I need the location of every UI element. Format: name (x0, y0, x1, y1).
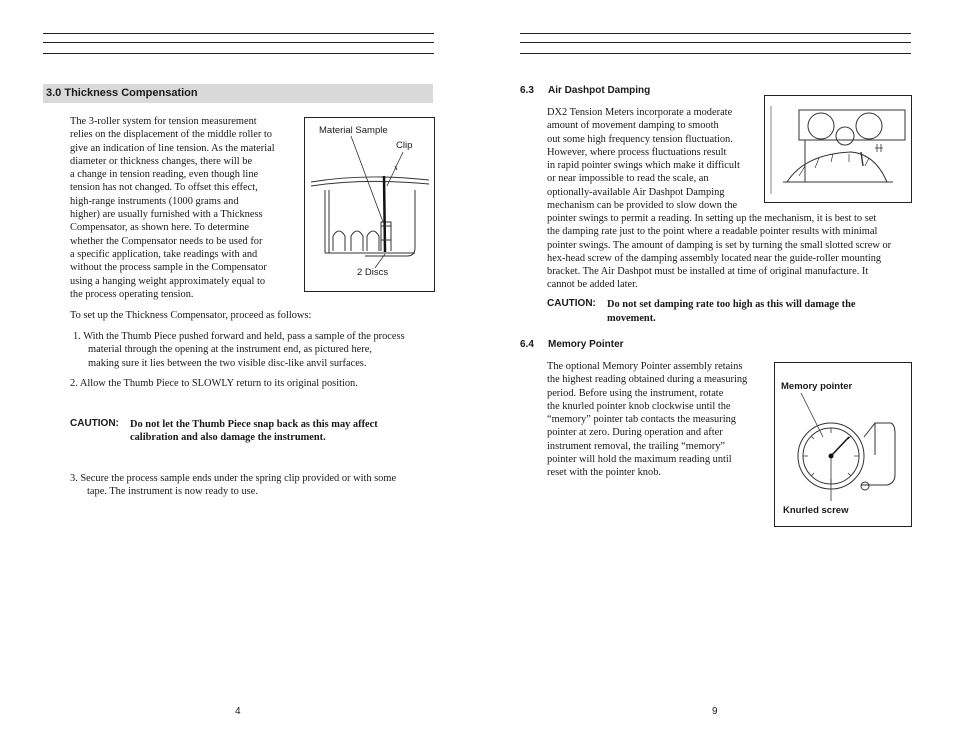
text-line: a specific application, take readings with and (70, 248, 258, 260)
text-line: tape. The instrument is now ready to use. (87, 486, 258, 498)
memory-paragraph (547, 360, 747, 480)
text-line: diameter or thickness changes, there will be (70, 155, 253, 167)
text-line: in rapid pointer swings which make it difficult (547, 160, 740, 172)
section-number: 6.3 (520, 85, 534, 96)
text-line: reset with the pointer knob. (547, 467, 661, 479)
text-line: instrument removal, the trailing “memory” (547, 440, 726, 452)
text-line: tension has not changed. To offset this effect, (70, 182, 258, 194)
text-line: out some high frequency tension fluctuation. (547, 133, 733, 145)
caution-text (130, 418, 378, 444)
page-number: 4 (235, 706, 241, 717)
section-title: Memory Pointer (548, 339, 624, 350)
section-title: Air Dashpot Damping (548, 85, 651, 96)
text-line: However, where process fluctuations result (547, 146, 727, 158)
step-1 (73, 330, 405, 370)
text-line: optionally-available Air Dashpot Damping (547, 186, 725, 198)
text-line: The 3-roller system for tension measurement (70, 116, 257, 127)
figure-label-knurled: Knurled screw (783, 505, 849, 516)
header-rule (520, 42, 911, 43)
text-line: high-range instruments (1000 grams and (70, 195, 239, 207)
text-line: Do not set damping rate too high as this will damage the (607, 299, 856, 310)
figure-label-clip: Clip (396, 140, 413, 151)
section-6-4-heading (520, 339, 624, 350)
text-line: period. Before using the instrument, rotate (547, 387, 724, 399)
step-2: 2. Allow the Thumb Piece to SLOWLY return to its original position. (70, 378, 358, 389)
section-title: 3.0 Thickness Compensation (46, 87, 198, 99)
section-6-3-heading (520, 85, 650, 96)
text-line: pointer at zero. During operation and after (547, 427, 723, 439)
text-line: give an indication of line tension. As the material (70, 142, 275, 154)
text-line: calibration and also damage the instrument. (130, 432, 326, 444)
text-line: The optional Memory Pointer assembly retains (547, 361, 743, 372)
text-line: the knurled pointer knob clockwise until the (547, 400, 731, 412)
text-line: hex-head screw of the damping assembly located near the guide-roller mounting (547, 252, 882, 264)
right-page (477, 0, 954, 738)
section-heading (43, 84, 433, 103)
intro-paragraph (70, 115, 275, 301)
dashpot-paragraph-wide (547, 212, 891, 292)
text-line: mechanism can be provided to slow down the (547, 200, 738, 212)
text-line: 1. With the Thumb Piece pushed forward and held, pass a sample of the process (73, 331, 405, 342)
figure-label-memory: Memory pointer (781, 381, 853, 392)
text-line: relies on the displacement of the middle roller to (70, 129, 272, 141)
text-line: the damping rate just to the point where a readable pointer results with minimal (547, 226, 878, 238)
caution-label: CAUTION: (70, 418, 119, 429)
section-number: 6.4 (520, 339, 534, 350)
text-line: pointer will hold the maximum reading until (547, 454, 732, 466)
text-line: “memory” pointer tab contacts the measuring (547, 414, 736, 426)
text-line: DX2 Tension Meters incorporate a moderate (547, 107, 733, 118)
setup-text: To set up the Thickness Compensator, proceed as follows: (70, 310, 312, 321)
caution-text-continued (607, 312, 656, 325)
text-line: cannot be added later. (547, 279, 638, 291)
header-rule (520, 33, 911, 34)
text-line: or near impossible to read the scale, an (547, 173, 709, 185)
text-line: whether the Compensator needs to be used for (70, 235, 263, 247)
header-rule (43, 42, 434, 43)
dashpot-paragraph-narrow (547, 106, 740, 212)
text-line: material through the opening at the instrument end, as pictured here, (88, 344, 372, 356)
text-line: 3. Secure the process sample ends under the spring clip provided or with some (70, 473, 397, 484)
thickness-compensator-figure (304, 117, 435, 292)
text-line: Compensator, as shown here. To determine (70, 222, 250, 234)
dashpot-illustration (765, 96, 911, 202)
caution-text (607, 298, 856, 311)
text-line: bracket. The Air Dashpot must be installed at time of original manufacture. It (547, 266, 869, 278)
text-line: amount of movement damping to smooth (547, 120, 719, 132)
header-rule (520, 53, 911, 54)
text-line: pointer swings. The amount of damping is set by turning the small slotted screw or (547, 239, 892, 251)
caution-label: CAUTION: (547, 298, 596, 309)
text-line: making sure it lies between the two visible disc-like anvil surfaces. (88, 357, 367, 369)
text-line: pointer swings to permit a reading. In setting up the mechanism, it is best to set (547, 213, 877, 224)
page-number: 9 (712, 706, 718, 717)
text-line: movement. (607, 313, 656, 324)
text-line: higher) are usually furnished with a Thickness (70, 209, 263, 221)
text-line: the process operating tension. (70, 288, 194, 300)
figure-label-discs: 2 Discs (357, 267, 389, 278)
compensator-illustration (305, 118, 434, 291)
text-line: without the process sample in the Compensator (70, 262, 267, 274)
memory-pointer-figure (774, 362, 912, 527)
text-line: using a hanging weight approximately equal to (70, 275, 266, 287)
header-rule (43, 33, 434, 34)
text-line: Do not let the Thumb Piece snap back as this may affect (130, 419, 378, 430)
text-line: the highest reading obtained during a measuring (547, 374, 748, 386)
figure-label-material: Material Sample (319, 125, 388, 136)
air-dashpot-figure (764, 95, 912, 203)
header-rule (43, 53, 434, 54)
text-line: a change in tension reading, even though line (70, 169, 259, 181)
step-3 (70, 472, 396, 499)
